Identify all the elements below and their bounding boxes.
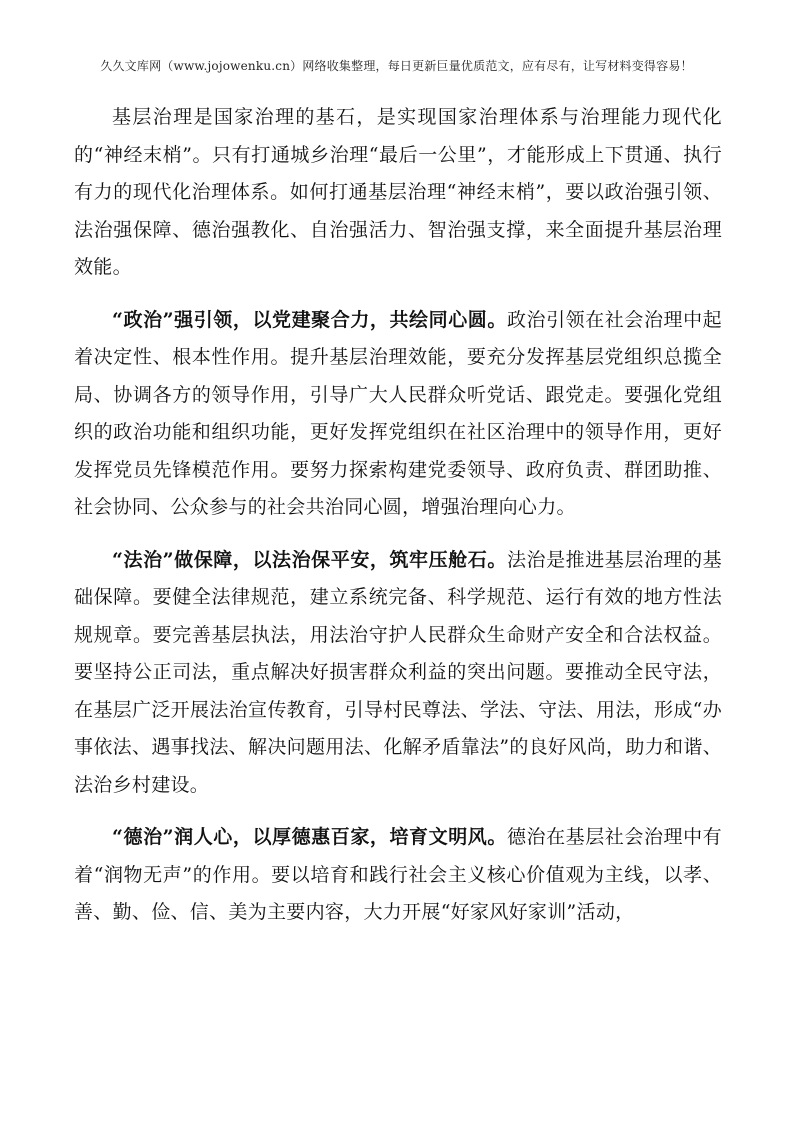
paragraph-text: 法治是推进基层治理的基础保障。要健全法律规范，建立系统完备、科学规范、运行有效的地方性法规规章。要完善基层执法，用法治守护人民群众生命财产安全和合法权益。要坚持公正司法，重点解决好损害群众利益的突出问题。要推动全民守法，在基层广泛开展法治宣传教育，引导村民尊法、学法、守法、用法，形成“办事依法、遇事找法、解决问题用法、化解矛盾靠法”的良好风尚，助力和谐、法治乡村建设。 xyxy=(74,548,722,796)
paragraph-rule-of-law xyxy=(74,542,722,805)
paragraph-lead: “政治”强引领，以党建聚合力，共绘同心圆。 xyxy=(112,308,507,331)
paragraph-lead: “法治”做保障，以法治保平安，筑牢压舱石。 xyxy=(112,548,507,571)
document-body xyxy=(74,99,722,947)
paragraph-intro xyxy=(74,99,722,287)
paragraph-politics xyxy=(74,302,722,527)
paragraph-lead: “德治”润人心，以厚德惠百家，培育文明风。 xyxy=(112,826,507,848)
page-header: 久久文库网（www.jojowenku.cn）网络收集整理，每日更新巨量优质范文，应有尽有，让写材料变得容易！ xyxy=(100,59,693,73)
paragraph-text: 政治引领在社会治理中起着决定性、根本性作用。提升基层治理效能，要充分发挥基层党组织总揽全局、协调各方的领导作用，引导广大人民群众听党话、跟党走。要强化党组织的政治功能和组织功能，更好发挥党组织在社区治理中的领导作用，更好发挥党员先锋模范作用。要努力探索构建党委领导、政府负责、群团助推、社会协同、公众参与的社会共治同心圆，增强治理向心力。 xyxy=(74,308,722,518)
paragraph-text: 德治在基层社会治理中有着“润物无声”的作用。要以培育和践行社会主义核心价值观为主线，以孝、善、勤、俭、信、美为主要内容，大力开展“好家风好家训”活动， xyxy=(74,826,722,923)
paragraph-morality xyxy=(74,819,722,932)
paragraph-text: 基层治理是国家治理的基石，是实现国家治理体系与治理能力现代化的“神经末梢”。只有打通城乡治理“最后一公里”，才能形成上下贯通、执行有力的现代化治理体系。如何打通基层治理“神经末梢”，要以政治强引领、法治强保障、德治强教化、自治强活力、智治强支撑，来全面提升基层治理效能。 xyxy=(74,106,722,278)
